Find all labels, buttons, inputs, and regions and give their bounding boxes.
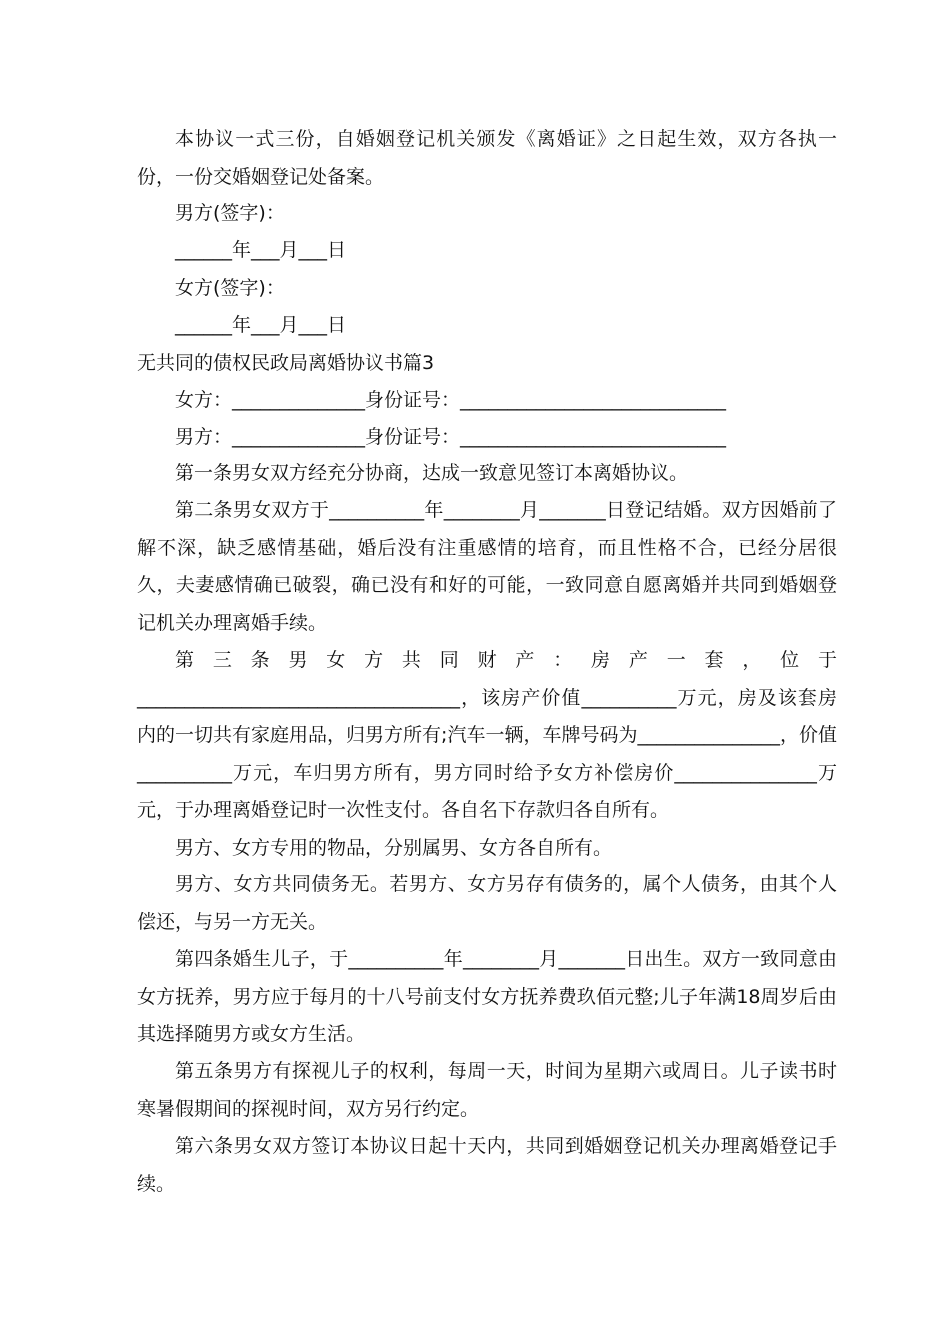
female-id-line: 女方：______________身份证号：____________________________ (175, 389, 727, 411)
effect-clause-paragraph: 本协议一式三份，自婚姻登记机关颁发《离婚证》之日起生效，双方各执一份，一份交婚姻登记处备案。 (137, 128, 837, 188)
male-signature-date: ______年___月___日 (175, 239, 347, 261)
article-6: 第六条男女双方签订本协议日起十天内，共同到婚姻登记机关办理离婚登记手续。 (137, 1135, 837, 1195)
article-4: 第四条婚生儿子，于__________年________月_______日出生。双方一致同意由女方抚养，男方应于每月的十八号前支付女方抚养费玖佰元整;儿子年满18周岁后由其选择随男方或女方生活。 (137, 948, 837, 1045)
personal-items-clause: 男方、女方专用的物品，分别属男、女方各自所有。 (175, 837, 613, 859)
male-signature-label: 男方(签字)： (175, 202, 285, 224)
female-signature-label: 女方(签字)： (175, 277, 285, 299)
article-1: 第一条男女双方经充分协商，达成一致意见签订本离婚协议。 (175, 462, 689, 484)
article-5: 第五条男方有探视儿子的权利，每周一天，时间为星期六或周日。儿子读书时寒暑假期间的探视时间，双方另行约定。 (137, 1060, 837, 1120)
male-id-line: 男方：______________身份证号：____________________________ (175, 426, 727, 448)
article-2: 第二条男女双方于__________年________月_______日登记结婚。双方因婚前了解不深，缺乏感情基础，婚后没有注重感情的培育，而且性格不合，已经分居很久，夫妻感情确已破裂，确已没有和好的可能，一致同意自愿离婚并共同到婚姻登记机关办理离婚手续。 (137, 499, 837, 634)
article-3: 第三条男女方共同财产：房产一套，位于__________________________________，该房产价值__________万元，房及该套房内的一切共有家庭用品，归男方所有;汽车一辆，车牌号码为_______________，价值__________万元，车归男方所有，男方同时给予女方补偿房价_______________万元，于办理离婚登记时一次性支付。各自名下存款归各自所有。 (137, 649, 837, 821)
debt-clause: 男方、女方共同债务无。若男方、女方另存有债务的，属个人债务，由其个人偿还，与另一方无关。 (137, 873, 837, 933)
section-heading: 无共同的债权民政局离婚协议书篇3 (137, 352, 435, 374)
female-signature-date: ______年___月___日 (175, 314, 347, 336)
